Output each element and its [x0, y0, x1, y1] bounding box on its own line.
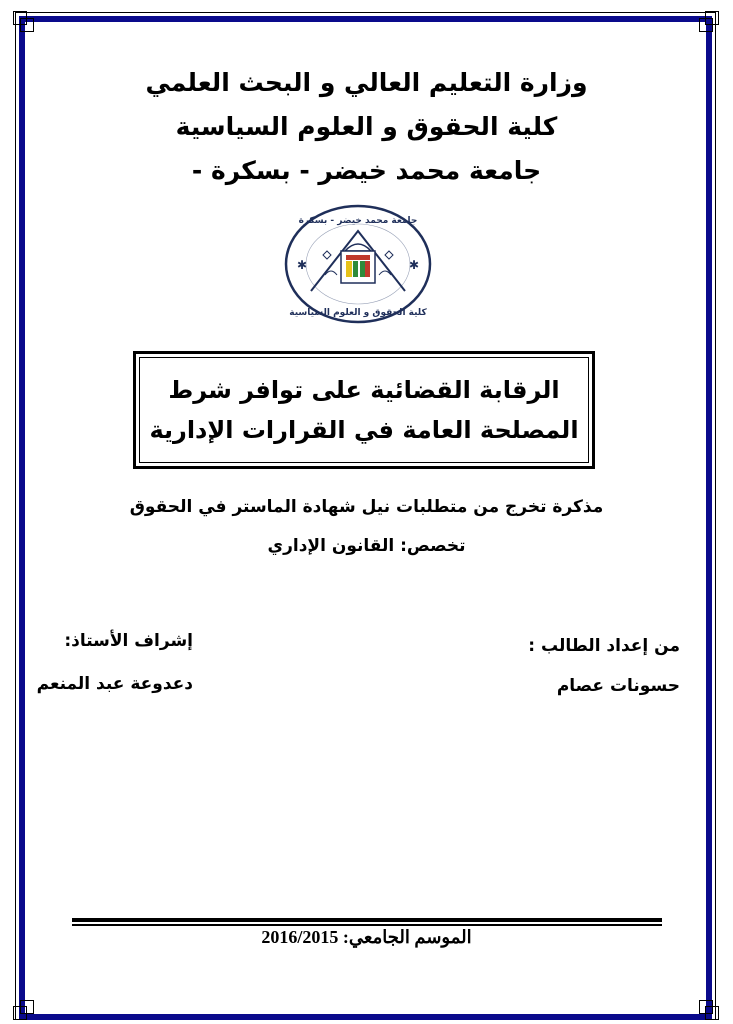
thesis-title-line-2: المصلحة العامة في القرارات الإدارية [149, 416, 579, 444]
student-label: من إعداد الطالب : [528, 636, 680, 656]
degree-statement: مذكرة تخرج من متطلبات نيل شهادة الماستر في الحقوق [129, 497, 604, 517]
thesis-title-box [133, 351, 595, 469]
svg-text:جامعة محمد خيضر - بسكرة: جامعة محمد خيضر - بسكرة [298, 216, 418, 226]
academic-season: الموسم الجامعي: 2016/2015 [261, 927, 472, 947]
svg-text:✱: ✱ [297, 258, 308, 272]
title-box-inner-border [139, 357, 589, 463]
supervisor-name: دعدوعة عبد المنعم [36, 674, 193, 694]
border-corner-ornament [699, 18, 713, 32]
svg-text:✱: ✱ [409, 258, 420, 272]
student-name: حسونات عصام [556, 676, 680, 696]
faculty-heading: كلية الحقوق و العلوم السياسية [175, 112, 558, 141]
university-logo [283, 203, 433, 326]
border-corner-ornament [20, 18, 34, 32]
ministry-heading: وزارة التعليم العالي و البحث العلمي [145, 68, 588, 97]
border-corner-ornament [20, 1000, 34, 1014]
logo-emblem-icon [283, 203, 433, 326]
footer-divider-thin [72, 924, 662, 926]
footer-divider-thick [72, 918, 662, 922]
border-corner-ornament [699, 1000, 713, 1014]
thesis-title-line-1: الرقابة القضائية على توافر شرط [168, 376, 560, 404]
svg-text:كلية الحقوق و العلوم السياسية: كلية الحقوق و العلوم السياسية [289, 308, 427, 318]
university-heading: جامعة محمد خيضر - بسكرة - [191, 156, 542, 185]
supervisor-label: إشراف الأستاذ: [64, 631, 193, 651]
specialization: تخصص: القانون الإداري [267, 536, 466, 556]
